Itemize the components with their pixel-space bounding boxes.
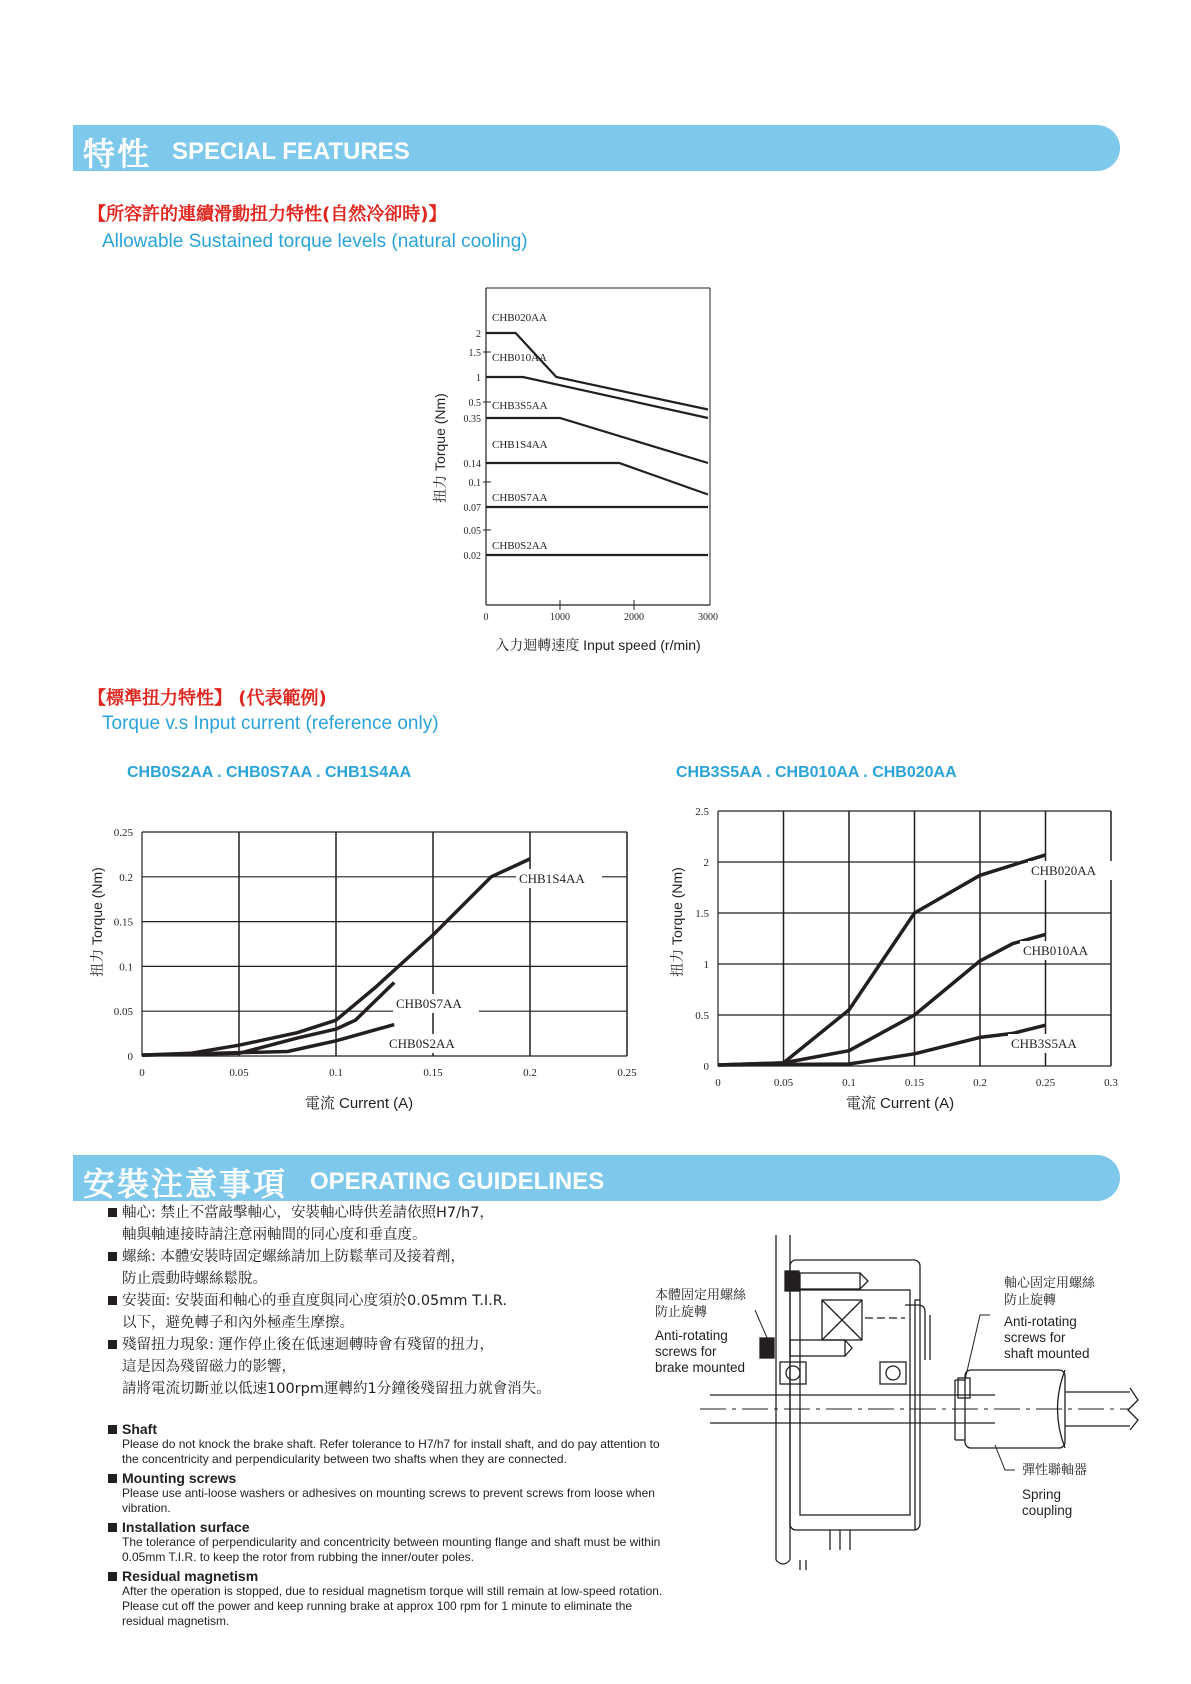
guideline-en-surface-heading: Installation surface	[108, 1520, 668, 1535]
guideline-en-shaft-heading: Shaft	[108, 1422, 668, 1437]
chart1-y-tick-label: 0.35	[463, 414, 481, 425]
chart1-x-tick-label: 0	[483, 612, 489, 623]
c3-y-tick-label: 1.5	[695, 908, 709, 920]
chart1-y-tick-label: 1	[476, 373, 481, 384]
chart1-series-label: CHB0S2AA	[492, 540, 548, 552]
c3-x-tick-label: 0.1	[842, 1077, 856, 1089]
c3-series-label: CHB3S5AA	[1011, 1036, 1077, 1051]
chart1-y-axis-label: 扭力 Torque (Nm)	[432, 393, 448, 503]
c2-x-tick-label: 0.15	[423, 1067, 443, 1079]
diagram-label-coupling-en1: Spring	[1022, 1487, 1062, 1502]
guideline-en-residual-heading: Residual magnetism	[108, 1569, 668, 1584]
diagram-label-left-en3: brake mounted	[655, 1360, 746, 1375]
chart1-x-tick-label: 3000	[698, 612, 718, 623]
guideline-zh-shaft: 軸心: 禁止不當敲擊軸心，安裝軸心時供差請依照H7/h7， 軸與軸連接時請注意兩軸間的同心度和垂直度。	[108, 1202, 668, 1246]
c2-y-tick-label: 0.05	[113, 1006, 133, 1019]
standard-torque-title-en: Torque v.s Input current (reference only)	[102, 713, 439, 734]
c3-series-label: CHB010AA	[1023, 943, 1089, 958]
c2-series-label: CHB0S2AA	[389, 1036, 455, 1051]
chart1-y-tick-label: 0.02	[463, 551, 481, 562]
guideline-en-surface-text: The tolerance of perpendicularity and concentricity between mounting flange and shaft must be within 0.05mm T.I.R. to keep the rotor from rubbing the inner/outer poles.	[122, 1535, 661, 1564]
guideline-en-residual-text: After the operation is stopped, due to residual magnetism torque will still remain at low-speed rotation. Please cut off the power and keep running brake at approx 100 rpm for 1 minute to eliminate the residual magnetism.	[122, 1584, 663, 1628]
diagram-label-right-en1: Anti-rotating	[1004, 1314, 1077, 1329]
c2-y-tick-label: 0.15	[113, 916, 133, 929]
chart3-x-axis-label: 電流 Current (A)	[845, 1095, 955, 1112]
chart1-x-axis-label: 入力迴轉速度 Input speed (r/min)	[495, 637, 701, 653]
standard-torque-title-zh: 【標準扭力特性】 (代表範例)	[88, 688, 327, 709]
allowable-torque-title-zh: 【所容許的連續滑動扭力特性(自然冷卻時)】	[88, 204, 447, 225]
c2-y-tick-label: 0.2	[119, 871, 133, 884]
guideline-en-screws-text: Please use anti-loose washers or adhesives on mounting screws to prevent screws from loose when vibration.	[122, 1486, 655, 1515]
guidelines-title-en: OPERATING GUIDELINES	[310, 1168, 605, 1195]
chart2-y-axis-label: 扭力 Torque (Nm)	[89, 867, 105, 977]
c3-x-tick-label: 0	[715, 1077, 721, 1089]
chart1-series-label: CHB3S5AA	[492, 400, 548, 412]
chart1-x-tick-label: 2000	[624, 612, 644, 623]
diagram-label-right-zh1: 軸心固定用螺絲	[1004, 1276, 1096, 1291]
allowable-torque-title-en: Allowable Sustained torque levels (natural cooling)	[102, 231, 528, 252]
c2-x-tick-label: 0.2	[523, 1067, 537, 1079]
guideline-en-screws-heading: Mounting screws	[108, 1471, 668, 1486]
c3-x-tick-label: 0.2	[973, 1077, 987, 1089]
c2-series-label: CHB1S4AA	[519, 871, 585, 886]
c3-y-tick-label: 0	[703, 1061, 709, 1073]
features-title-en: SPECIAL FEATURES	[172, 138, 410, 165]
c2-y-tick-label: 0	[127, 1051, 133, 1063]
diagram-label-left-zh2: 防止旋轉	[655, 1305, 708, 1320]
c2-x-tick-label: 0.1	[329, 1067, 343, 1079]
c3-y-tick-label: 2	[703, 857, 709, 869]
c3-y-tick-label: 1	[703, 959, 709, 971]
chart1-y-tick-label: 0.05	[463, 526, 481, 537]
chart1-y-tick-label: 0.1	[468, 478, 481, 489]
chart1-x-tick-label: 1000	[550, 612, 570, 623]
c2-x-tick-label: 0	[139, 1067, 145, 1079]
c3-y-tick-label: 2.5	[695, 806, 709, 818]
features-title-zh: 特性	[83, 135, 152, 173]
chart1-series-label: CHB0S7AA	[492, 492, 548, 504]
c3-x-tick-label: 0.3	[1104, 1077, 1118, 1089]
chart1-y-tick-label: 1.5	[468, 348, 481, 359]
c2-x-tick-label: 0.05	[229, 1067, 249, 1079]
diagram-label-left-zh1: 本體固定用螺絲	[655, 1288, 747, 1303]
chart2-title: CHB0S2AA . CHB0S7AA . CHB1S4AA	[127, 764, 412, 781]
diagram-label-right-zh2: 防止旋轉	[1004, 1293, 1057, 1308]
diagram-label-coupling-en2: coupling	[1022, 1503, 1073, 1518]
chart1-y-tick-label: 0.14	[463, 459, 481, 470]
c3-series-label: CHB020AA	[1031, 863, 1097, 878]
chart3-y-axis-label: 扭力 Torque (Nm)	[669, 867, 685, 977]
chart1-y-tick-label: 0.07	[463, 503, 481, 514]
c3-y-tick-label: 0.5	[695, 1010, 709, 1022]
diagram-label-coupling-zh: 彈性聯軸器	[1022, 1463, 1088, 1478]
c2-x-tick-label: 0.25	[617, 1067, 637, 1079]
diagram-label-left-en1: Anti-rotating	[655, 1328, 728, 1343]
c3-x-tick-label: 0.15	[904, 1077, 925, 1089]
chart1-y-tick-label: 2	[476, 329, 481, 340]
c2-y-tick-label: 0.1	[119, 961, 133, 974]
chart3-title: CHB3S5AA . CHB010AA . CHB020AA	[676, 764, 957, 781]
c3-x-tick-label: 0.05	[773, 1077, 794, 1089]
guideline-zh-surface: 安裝面: 安裝面和軸心的垂直度與同心度須於0.05mm T.I.R. 以下，避免轉子和內外極產生摩擦。	[108, 1290, 668, 1334]
chart1-series-label: CHB1S4AA	[492, 439, 548, 451]
guideline-zh-screws: 螺絲: 本體安裝時固定螺絲請加上防鬆華司及接着劑， 防止震動時螺絲鬆脫。	[108, 1246, 668, 1290]
chart1-y-tick-label: 0.5	[468, 398, 481, 409]
c2-series-label: CHB0S7AA	[396, 996, 462, 1011]
c2-y-tick-label: 0.25	[113, 827, 133, 839]
diagram-label-left-en2: screws for	[655, 1344, 717, 1359]
chart2-x-axis-label: 電流 Current (A)	[304, 1095, 414, 1112]
guideline-en-shaft-text: Please do not knock the brake shaft. Refer tolerance to H7/h7 for install shaft, and do pay attention to the concentricity and perpendicularity between two shafts when they are connected.	[122, 1437, 660, 1466]
guidelines-title-zh: 安裝注意事項	[83, 1165, 288, 1203]
c3-x-tick-label: 0.25	[1035, 1077, 1056, 1089]
guideline-zh-residual: 殘留扭力現象: 運作停止後在低速迴轉時會有殘留的扭力， 這是因為殘留磁力的影響， 請將電流切斷並以低速100rpm運轉約1分鐘後殘留扭力就會消失。	[108, 1334, 668, 1400]
diagram-label-right-en3: shaft mounted	[1004, 1346, 1090, 1361]
chart1-series-label: CHB010AA	[492, 352, 548, 364]
chart1-series-label: CHB020AA	[492, 312, 548, 324]
diagram-label-right-en2: screws for	[1004, 1330, 1066, 1345]
